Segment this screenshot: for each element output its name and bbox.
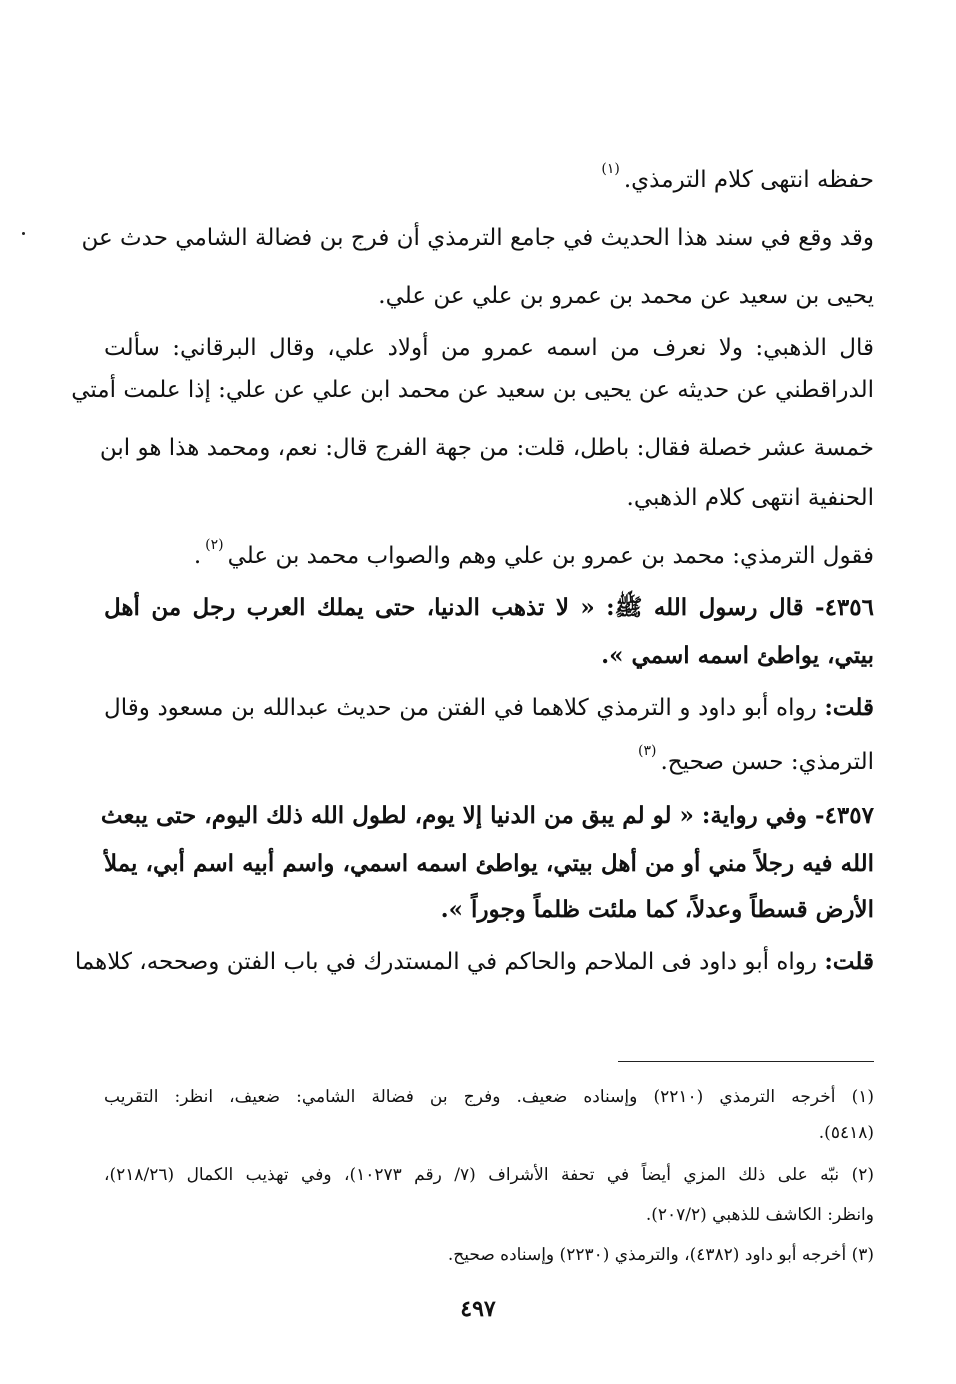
footnote-ref-1[interactable]: (١) [601,161,620,177]
para2-line3: خمسة عشر خصلة فقال: باطل، قلت: من جهة الفرج قال: نعم، ومحمد هذا هو ابن [99,435,874,461]
qult2-line1 [74,942,874,982]
text-span: رواه أبو داود و الترمذي كلاهما في الفتن من حديث عبدالله بن مسعود وقال [104,695,817,721]
hadith-4356-line2: بيتي، يواطئ اسمه اسمي ». [601,642,874,669]
para1-line2: يحيى بن سعيد عن محمد بن عمرو بن علي عن علي. [378,283,874,309]
footnote-1-line1: (١) أخرجه الترمذي (٢٢١٠) وإسناده ضعيف. وفرج بن فضالة الشامي: ضعيف، انظر: التقريب [104,1087,874,1107]
footnote-3-line1: (٣) أخرجه أبو داود (٤٣٨٢)، والترمذي (٢٢٣٠) وإسناده صحيح. [447,1245,874,1265]
para3-line1 [104,536,874,579]
text-line-1 [104,160,874,203]
text-span: فقول الترمذي: محمد بن عمرو بن علي وهم والصواب محمد بن علي [227,543,874,569]
hadith-4357-line2: الله فيه رجلاً مني أو من أهل بيتي، يواطئ اسمه اسمي، واسم أبيه اسم أبي، يملأ [104,850,874,877]
footnote-ref-3[interactable]: (٣) [638,743,657,759]
page-number: ٤٩٧ [460,1296,496,1322]
footnote-2-line1: (٢) نبّه على ذلك المزي أيضاً في تحفة الأشراف (٧/ رقم ١٠٢٧٣)، وفي تهذيب الكمال (٢١٨/٢٦)، [104,1165,875,1185]
qult1-line2 [104,742,874,785]
text-span: حفظه انتهى كلام الترمذي. [623,167,874,193]
hadith-4357-line1: ٤٣٥٧- وفي رواية: « لو لم يبق من الدنيا إلا يوم، لطول الله ذلك اليوم، حتى يبعث [100,802,874,829]
footnote-2-line2: وانظر: الكاشف للذهبي (٢٠٧/٢). [645,1205,874,1225]
hadith-4356-line1: ٤٣٥٦- قال رسول الله ﷺ: « لا تذهب الدنيا، حتى يملك العرب رجل من أهل [104,594,874,621]
hadith-4357-line3: الأرض قسطاً وعدلاً، كما ملئت ظلماً وجوراً ». [440,896,874,923]
qult1-line1 [104,688,874,728]
para1-line1: وقد وقع في سند هذا الحديث في جامع الترمذي أن فرج بن فضالة الشامي حدث عن [81,225,874,251]
footnote-1-line2: (٥٤١٨). [818,1123,874,1143]
footnote-divider [618,1061,874,1062]
text-span: . [193,543,202,569]
text-span: الترمذي: حسن صحيح. [660,749,874,775]
para2-line2: الدراقطني عن حديثه عن يحيى بن سعيد عن محمد ابن علي عن علي: إذا علمت أمتي [71,377,874,403]
para2-line4: الحنفية انتهى كلام الذهبي. [626,485,874,511]
para2-line1: قال الذهبي: ولا نعرف من اسمه عمرو من أولاد علي، وقال البرقاني: سألت [104,335,874,361]
qult-label: قلت: [824,694,874,721]
scan-speck [22,232,25,235]
footnote-ref-2[interactable]: (٢) [205,537,224,553]
qult-label: قلت: [824,948,874,975]
text-span: رواه أبو داود فى الملاحم والحاكم في المستدرك في باب الفتن وصححه، كلاهما [74,949,817,975]
